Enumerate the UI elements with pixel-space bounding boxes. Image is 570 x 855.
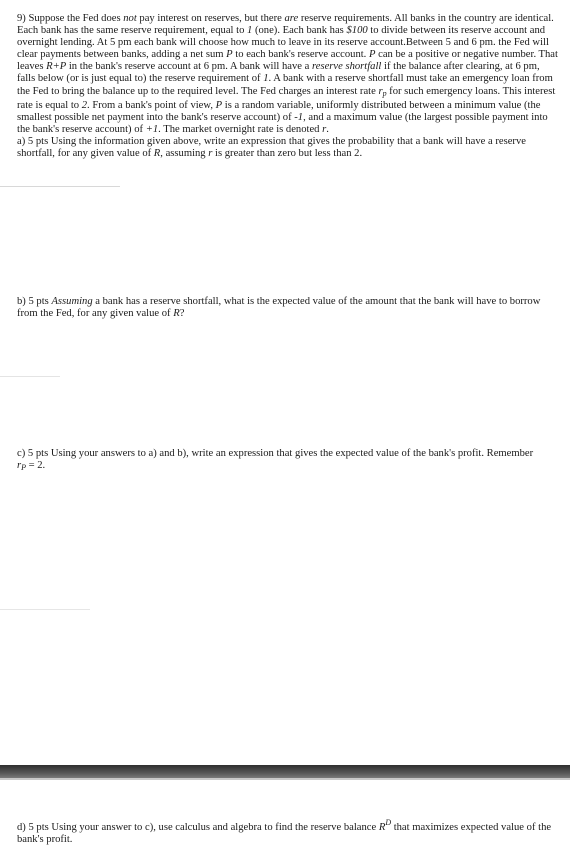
text: d) 5 pts Using your answer to c), use calculus and algebra to find the reserve balance [17,821,379,833]
text: . A bank with a reserve shortfall must take an emergency loan from the Fed to bring the balance up to the required level. The Fed charges an interest rate [17,73,553,97]
text: pay interest on reserves, but there [136,13,285,24]
text: for such emergency loans. This interest rate is equal to [17,85,556,111]
text-emphasis: not [123,13,137,24]
text-emphasis: -1 [294,111,304,123]
divider [0,376,570,377]
text: to each bank's reserve account. [232,49,369,61]
text-emphasis: $100 [346,25,368,37]
text-emphasis: R+P [46,61,67,73]
question-9-stem [17,13,559,136]
question-9a [17,136,559,160]
text: that maximizes expected value of the bank's profit. [17,821,552,845]
rate-symbol: r [17,460,22,472]
question-9d [17,817,559,846]
text: is a random variable, uniformly distributed between a minimum value (the smallest possible net payment into the bank's reserve account) of [17,99,541,123]
text-emphasis: 2 [81,99,88,111]
question-9b [17,296,559,320]
rate-symbol: r [378,85,383,97]
text: . The market overnight rate is denoted [158,123,323,135]
text: . [326,123,329,135]
text-emphasis: P [226,49,233,61]
reserve-superscript: D [385,818,392,827]
text-emphasis: P [215,99,223,111]
text: (one). Each bank has [252,25,347,37]
text: can be a positive or negative number. That leaves [17,49,558,73]
text-emphasis: 1 [263,73,269,85]
page-break-bar [0,765,570,778]
reserve-symbol: R [378,821,386,833]
text: if the balance after clearing, at 6 pm, falls below (or is just equal to) the reserve requirement of [17,61,540,85]
text: is greater than zero but less than 2. [212,148,363,160]
rate-subscript: P [21,463,26,473]
text: a) 5 pts Using the information given above, write an expression that gives the probability that a bank will have a reserve shortfall, for any given value of [17,135,526,160]
question-9c [17,448,559,474]
text-emphasis: R [153,148,161,160]
text: in the bank's reserve account at 6 pm. A bank will have a [66,61,313,73]
page-break-edge [0,778,570,780]
text: ? [179,308,185,320]
text-emphasis: r [208,148,213,160]
text-emphasis: R [173,308,180,320]
divider [0,609,570,610]
question-9 [17,13,559,160]
text-emphasis: Assuming [51,296,93,307]
text: a bank has a reserve shortfall, what is the expected value of the amount that the bank will have to borrow from the Fed, for any given value of [17,296,541,320]
text-emphasis: reserve shortfall [312,61,382,73]
text: to divide between its reserve account and overnight lending. At 5 pm each bank will choose how much to leave in its reserve account.Between 5 and 6 pm. the Fed will clear payments between banks, adding a net sum [17,25,549,61]
text: , assuming [160,148,209,160]
text-emphasis: r [322,123,327,135]
text-emphasis: P [368,49,376,61]
text: . From a bank's point of view, [87,99,216,111]
text: , and a maximum value (the largest possible payment into the bank's reserve account) of [17,111,548,135]
text: b) 5 pts [17,296,52,307]
text: 9) Suppose the Fed does [17,13,124,24]
rate-subscript: p [382,88,387,98]
text-emphasis: +1 [145,123,159,135]
divider [0,186,570,187]
text: reserve requirements. All banks in the country are identical. Each bank has the same reserve requirement, equal to [17,13,554,37]
text-emphasis: are [284,13,299,24]
text: = 2. [25,460,46,472]
text-emphasis: 1 [247,25,253,37]
text: c) 5 pts Using your answers to a) and b), write an expression that gives the expected value of the bank's profit. Remember [17,448,534,459]
